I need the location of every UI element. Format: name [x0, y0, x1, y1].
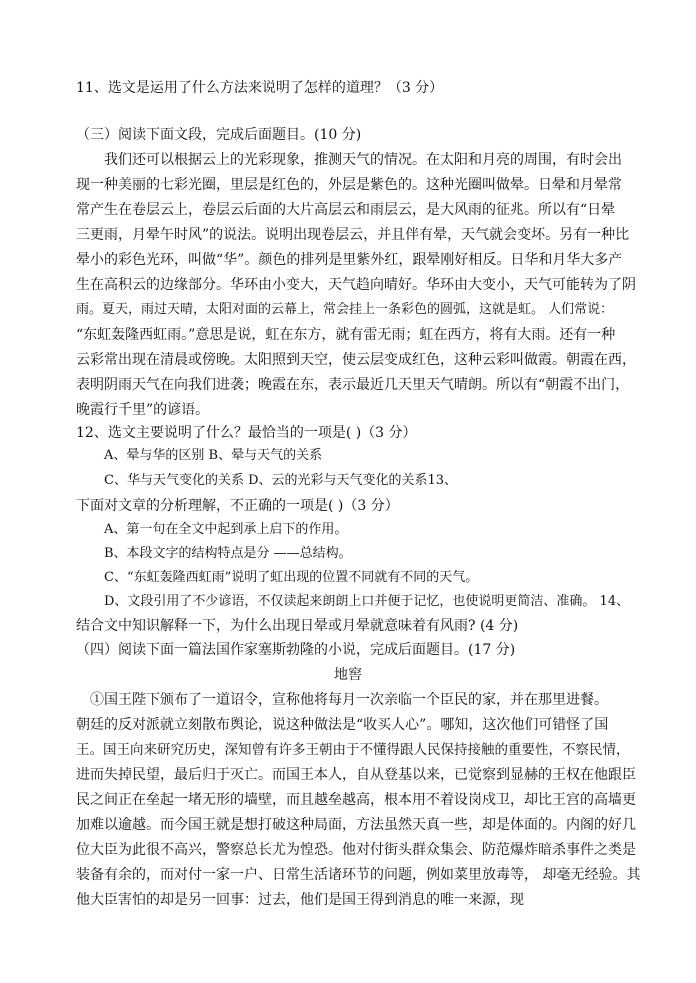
- section-3-line: “东虹轰隆西虹雨。”意思是说，虹在东方，就有雷无雨；虹在西方，将有大雨。还有一种: [76, 327, 616, 343]
- section-3-line: 晕小的彩色光环，叫做“华”。颜色的排列是里紫外红，跟晕刚好相反。日华和月华大多产: [76, 252, 623, 268]
- question-11: 11、选文是运用了什么方法来说明了怎样的道理？（3 分）: [76, 80, 444, 96]
- story-line: 民之间正在垒起一堵无形的墙壁，而且越垒越高，根本用不着设岗戍卫，却比王宫的高墙更: [76, 792, 636, 808]
- question-13-option-d: D、文段引用了不少谚语，不仅读起来朗朗上口并便于记忆，也使说明更简洁、准确。 14、: [104, 594, 630, 609]
- story-line: 装备有余的，而对付一家一户、日常生活诸环节的问题，例如菜里放毒等， 却毫无经验。其: [76, 867, 641, 883]
- question-12-stem: 12、选文主要说明了什么？最恰当的一项是( )（3 分）: [76, 425, 417, 441]
- section-3-heading: （三）阅读下面文段，完成后面题目。(10 分): [76, 127, 362, 143]
- story-line: 加难以逾越。而今国王就是想打破这种局面，方法虽然天真一些，却是体面的。内阁的好几: [76, 817, 636, 833]
- story-line: 进而失掉民望，最后归于灭亡。而国王本人，自从登基以来，已觉察到显赫的王权在他跟臣: [76, 767, 636, 783]
- section-4-heading: （四）阅读下面一篇法国作家塞斯勃隆的小说，完成后面题目。(17 分): [76, 642, 516, 658]
- section-3-line: 表明阴雨天气在向我们进袭；晚霞在东，表示最近几天里天气晴朗。所以有“朝霞不出门，: [76, 377, 630, 393]
- section-3-line: 我们还可以根据云上的光彩现象，推测天气的情况。在太阳和月亮的周围，有时会出: [104, 152, 622, 168]
- section-3-line: 雨。夏天，雨过天晴，太阳对面的云幕上，常会挂上一条彩色的圆弧，这就是虹。 人们常说：: [76, 302, 614, 317]
- section-3-line: 现一种美丽的七彩光圈，里层是红色的，外层是紫色的。这种光圈叫做晕。日晕和月晕常: [76, 177, 622, 193]
- story-line: 他大臣害怕的却是另一回事：过去，他们是国王得到消息的唯一来源，现: [76, 892, 524, 908]
- story-line: 位大臣为此很不高兴，警察总长尤为惶恐。他对付街头群众集会、防范爆炸暗杀事件之类是: [76, 842, 636, 858]
- story-line: 王。国王向来研究历史，深知曾有许多王朝由于不懂得跟人民保持接触的重要性，不察民情，: [76, 742, 630, 758]
- story-line: ①国王陛下颁布了一道诏令，宣称他将每月一次亲临一个臣民的家，并在那里进餐。: [90, 692, 608, 708]
- question-12-options-cd: C、华与天气变化的关系 D、云的光彩与天气变化的关系13、: [104, 473, 458, 488]
- section-3-line: 生在高积云的边缘部分。华环由小变大，天气趋向晴好。华环由大变小，天气可能转为了阴: [76, 277, 636, 293]
- question-13-option-c: C、“东虹轰隆西虹雨”说明了虹出现的位置不同就有不同的天气。: [104, 570, 479, 585]
- question-14: 结合文中知识解释一下，为什么出现日晕或月晕就意味着有风雨? (4 分): [76, 618, 519, 634]
- question-12-options-ab: A、晕与华的区别 B、晕与天气的关系: [104, 448, 323, 463]
- question-13-stem: 下面对文章的分析理解，不正确的一项是( )（3 分）: [76, 498, 399, 514]
- section-3-line: 常产生在卷层云上，卷层云后面的大片高层云和雨层云，是大风雨的征兆。所以有“日晕: [76, 202, 616, 218]
- section-3-line: 云彩常出现在清晨或傍晚。太阳照到天空，使云层变成红色，这种云彩叫做霞。朝霞在西，: [76, 352, 636, 368]
- section-3-line: 三更雨，月晕午时风”的说法。说明出现卷层云，并且伴有晕，天气就会变坏。另有一种比: [76, 227, 630, 243]
- section-3-line: 晚霞行千里”的谚语。: [76, 402, 210, 418]
- question-13-option-a: A、第一句在全文中起到承上启下的作用。: [104, 522, 348, 537]
- story-title: 地窖: [334, 667, 362, 683]
- question-13-option-b: B、本段文字的结构特点是分 ——总结构。: [104, 546, 352, 561]
- story-line: 朝廷的反对派就立刻散布舆论，说这种做法是“收买人心”。哪知，这次他们可错怪了国: [76, 717, 609, 733]
